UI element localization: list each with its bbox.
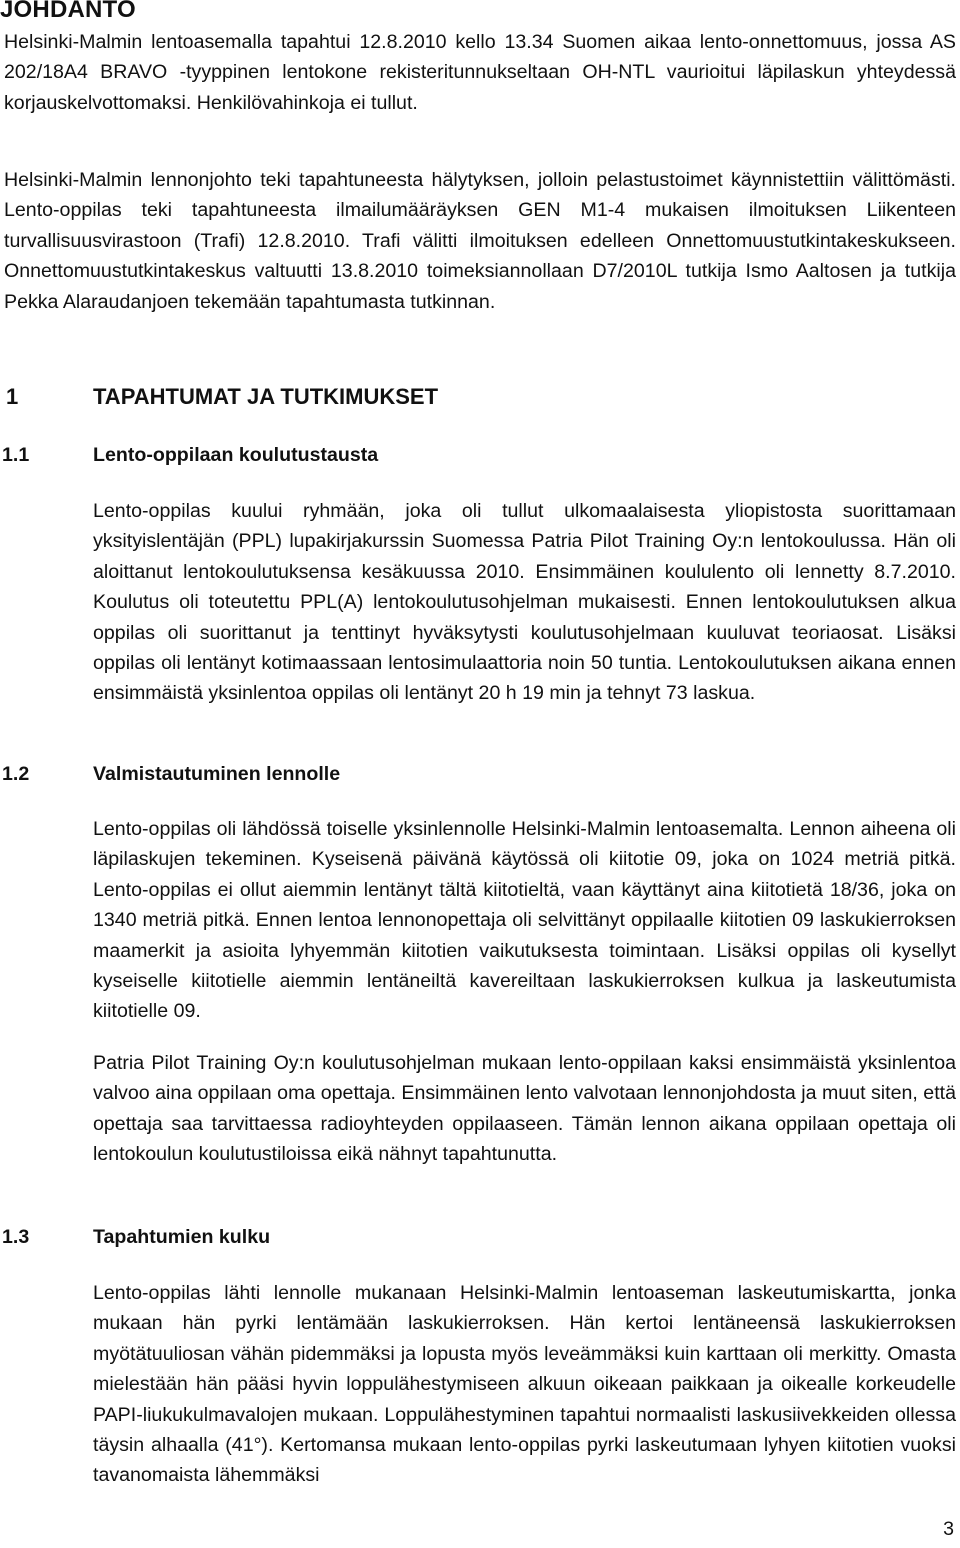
- document-title: JOHDANTO: [0, 0, 136, 23]
- intro-paragraph: Helsinki-Malmin lennonjohto teki tapahtuneesta hälytyksen, jolloin pelastustoimet käynnistettiin välittömästi. Lento-oppilas teki tapahtuneesta ilmailumääräyksen GEN M1-4 mukaisen ilmoituksen Liikenteen turvallisuusvirastoon (Trafi) 12.8.2010. Trafi välitti ilmoituksen edelleen Onnettomuustutkintakeskukseen. Onnettomuustutkintakeskus valtuutti 13.8.2010 toimeksiannollaan D7/2010L tutkija Ismo Aaltosen ja tutkija Pekka Alaraudanjoen tekemään tapahtumasta tutkinnan.: [4, 169, 956, 313]
- subsection-number: 1.1: [2, 444, 30, 466]
- subsection-heading: [2, 1222, 270, 1252]
- subsection-title: Valmistautuminen lennolle: [93, 763, 341, 785]
- section-heading: [6, 382, 438, 412]
- intro-paragraph: Helsinki-Malmin lentoasemalla tapahtui 12.8.2010 kello 13.34 Suomen aikaa lento-onnettomuus, jossa AS 202/18A4 BRAVO -tyyppinen lentokone rekisteritunnukseltaan OH-NTL vaurioitui läpilaskun yhteydessä korjauskelvottomaksi. Henkilövahinkoja ei tullut.: [4, 31, 956, 114]
- body-paragraph: Lento-oppilas lähti lennolle mukanaan Helsinki-Malmin lentoaseman laskeutumiskartta, jonka mukaan hän pyrki lentämään laskukierroksen. Hän kertoi lentäneensä laskukierroksen myötätuuliosan vähän pidemmäksi ja lopusta myös leveämmäksi kuin karttaan oli merkitty. Omasta mielestään hän pääsi hyvin loppulähestymiseen alkuun oikeaan paikkaan ja oikealle korkeudelle PAPI-liukukulmavalojen mukaan. Loppulähestyminen tapahtui normaalisti laskusiivekkeiden ollessa täysin alhaalla (41°). Kertomansa mukaan lento-oppilas pyrki laskeutumaan lyhyen kiitotien vuoksi tavanomaista lähemmäksi: [93, 1282, 956, 1487]
- subsection-heading: [2, 440, 378, 470]
- body-paragraph: Lento-oppilas oli lähdössä toiselle yksinlennolle Helsinki-Malmin lentoasemalta. Lennon aiheena oli läpilaskujen tekeminen. Kyseisenä päivänä käytössä oli kiitotie 09, joka on 1024 metriä pitkä. Lento-oppilas ei ollut aiemmin lentänyt tältä kiitotieltä, vaan käyttänyt aina kiitotietä 18/36, joka on 1340 metriä pitkä. Ennen lentoa lennonopettaja oli selvittänyt oppilaalle kiitotien 09 laskukierroksen maamerkit ja asioita lyhyemmän kiitotien vaikutuksesta toimintaan. Lisäksi oppilas oli kysellyt kyseiselle kiitotielle aiemmin lentäneiltä kavereiltaan laskukierroksen kulkua ja laskeutumista kiitotielle 09.: [93, 818, 956, 1023]
- body-paragraph: Lento-oppilas kuului ryhmään, joka oli tullut ulkomaalaisesta yliopistosta suorittamaan yksityislentäjän (PPL) lupakirjakurssin Suomessa Patria Pilot Training Oy:n lentokoulussa. Hän oli aloittanut lentokoulutuksensa kesäkuussa 2010. Ensimmäinen koululento oli lennetty 8.7.2010. Koulutus oli toteutettu PPL(A) lentokoulutusohjelman mukaisesti. Ennen lentokoulutuksen alkua oppilas oli suorittanut ja tenttinyt hyväksytysti koulutusohjelmaan kuuluvat teoriaosat. Lisäksi oppilas oli lentänyt kotimaassaan lentosimulaattoria noin 50 tuntia. Lentokoulutuksen aikana ennen ensimmäistä yksinlentoa oppilas oli lentänyt 20 h 19 min ja tehnyt 73 laskua.: [93, 500, 956, 705]
- body-paragraph: Patria Pilot Training Oy:n koulutusohjelman mukaan lento-oppilaan kaksi ensimmäistä yksinlentoa valvoo aina oppilaan oma opettaja. Ensimmäinen lento valvotaan lennonjohdosta ja muut siten, että opettaja saa tarvittaessa radioyhteyden oppilaaseen. Tämän lennon aikana oppilaan opettaja oli lentokoulun koulutustiloissa eikä nähnyt tapahtunutta.: [93, 1052, 956, 1166]
- subsection-number: 1.3: [2, 1226, 30, 1248]
- page-number: 3: [943, 1518, 954, 1540]
- section-number: 1: [6, 384, 19, 409]
- subsection-heading: [2, 759, 340, 789]
- subsection-title: Tapahtumien kulku: [93, 1226, 271, 1248]
- subsection-title: Lento-oppilaan koulutustausta: [93, 444, 379, 466]
- subsection-number: 1.2: [2, 763, 30, 785]
- section-title: TAPAHTUMAT JA TUTKIMUKSET: [93, 384, 439, 409]
